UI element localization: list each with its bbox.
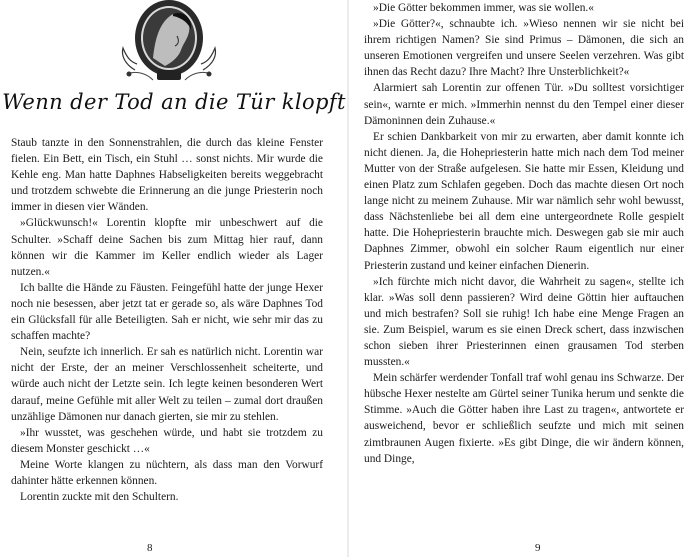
left-body-text [11,135,323,505]
medallion-portrait-icon [117,0,221,86]
paragraph: »Die Götter?«, schnaubte ich. »Wieso nennen wir sie nicht bei ihrem richtigen Namen? Sie sind Primus – Dämonen, die sich an unseren Emotionen vergreifen und unsere Seelen verzehren. Was gibt ihnen das Recht dazu? Ihre Macht? Ihre Unsterblichkeit?« [364,18,684,79]
paragraph: »Glückwunsch!« Lorentin klopfte mir unbeschwert auf die Schulter. »Schaff deine Sachen bis zum Mittag hier rauf, dann können wir die Kammer im Keller endlich wieder als Lager nutzen.« [11,217,323,278]
paragraph: Er schien Dankbarkeit von mir zu erwarten, aber damit konnte ich nicht dienen. Ja, die Hohepriesterin hatte mich nach dem Tod meiner Mutter von der Straße aufgelesen. Sie hatte mir Essen, Kleidung und einen Platz zum Schlafen gegeben. Doch das machte diesen Ort noch lange nicht zu meinem Zuhause. Mir war nämlich sehr wohl bewusst, dass Nächstenliebe bei all dem eine untergeordnete Rolle gespielt hatte. Die Hohepriesterin brauchte mich. Deswegen gab sie mir auch Daphnes Zimmer, obwohl ein solcher Raum eigentlich nur einer Priesterin zustand und keiner einfachen Dienerin. [364,130,684,272]
paragraph: Staub tanzte in den Sonnenstrahlen, die durch das kleine Fenster fielen. Ein Bett, ein Tisch, ein Stuhl … sonst nichts. Mir wurde die Kehle eng. Man hatte Daphnes Habseligkeiten bereits weggebracht und trotzdem schwebte die Erinnerung an die junge Priesterin noch immer in diesen vier Wänden. [11,137,323,214]
paragraph: Meine Worte klangen zu nüchtern, als dass man den Vorwurf dahinter hätte erkennen können. [11,458,323,487]
left-page [0,0,348,557]
paragraph: Lorentin zuckte mit den Schultern. [20,491,179,504]
paragraph: »Ihr wusstet, was geschehen würde, und habt sie trotzdem zu diesem Monster geschickt …« [11,426,323,455]
paragraph: Ich ballte die Hände zu Fäusten. Feingefühl hatte der junge Hexer noch nie besessen, aber jetzt tat er gerade so, als wäre Daphnes Tod ein Glücksfall für alle Beteiligten. Sah er nicht, wie sehr mir das zu schaffen machte? [11,281,323,343]
right-page [349,0,697,557]
paragraph: Nein, seufzte ich innerlich. Er sah es natürlich nicht. Lorentin war nicht der Erste, der an meiner Verschlossenheit scheiterte, und würde auch nicht der Letzte sein. Ich legte keinen besonderen Wert darauf, meine Gefühle mit aller Welt zu teilen – zumal dort draußen unzählige Dämonen nur danach gierten, sie mir zu stehlen. [11,346,323,423]
paragraph: »Ich fürchte mich nicht davor, die Wahrheit zu sagen«, stellte ich klar. »Was soll denn passieren? Wird deine Göttin hier auftauchen und mich bestrafen? Soll sie ruhig! Ich habe eine Menge Fragen an sie. Zum Beispiel, warum es sie einen Dreck schert, dass inzwischen schon sieben ihrer Priesterinnen einen grausamen Tod sterben mussten.« [364,275,684,369]
paragraph: Alarmiert sah Lorentin zur offenen Tür. »Du solltest vorsichtiger sein«, warnte er mich. »Immerhin nennst du den Tempel einer dieser Dämoninnen dein Zuhause.« [364,82,684,127]
right-body-text [364,0,684,467]
paragraph: »Die Götter bekommen immer, was sie wollen.« [373,2,594,14]
page-number: 9 [535,542,541,554]
paragraph: Mein schärfer werdender Tonfall traf wohl genau ins Schwarze. Der hübsche Hexer nestelte am Gürtel seiner Tunika herum und senkte die Stimme. »Auch die Götter haben ihre Last zu tragen«, antwortete er ausweichend, bevor er schließlich seufzte und mich mit seinen zimtbraunen Augen fixierte. »Es gibt Dinge, die wir ändern können, und Dinge, [364,372,684,465]
page-number: 8 [147,542,153,554]
chapter-title: Wenn der Tod an die Tür klopft [2,90,346,114]
